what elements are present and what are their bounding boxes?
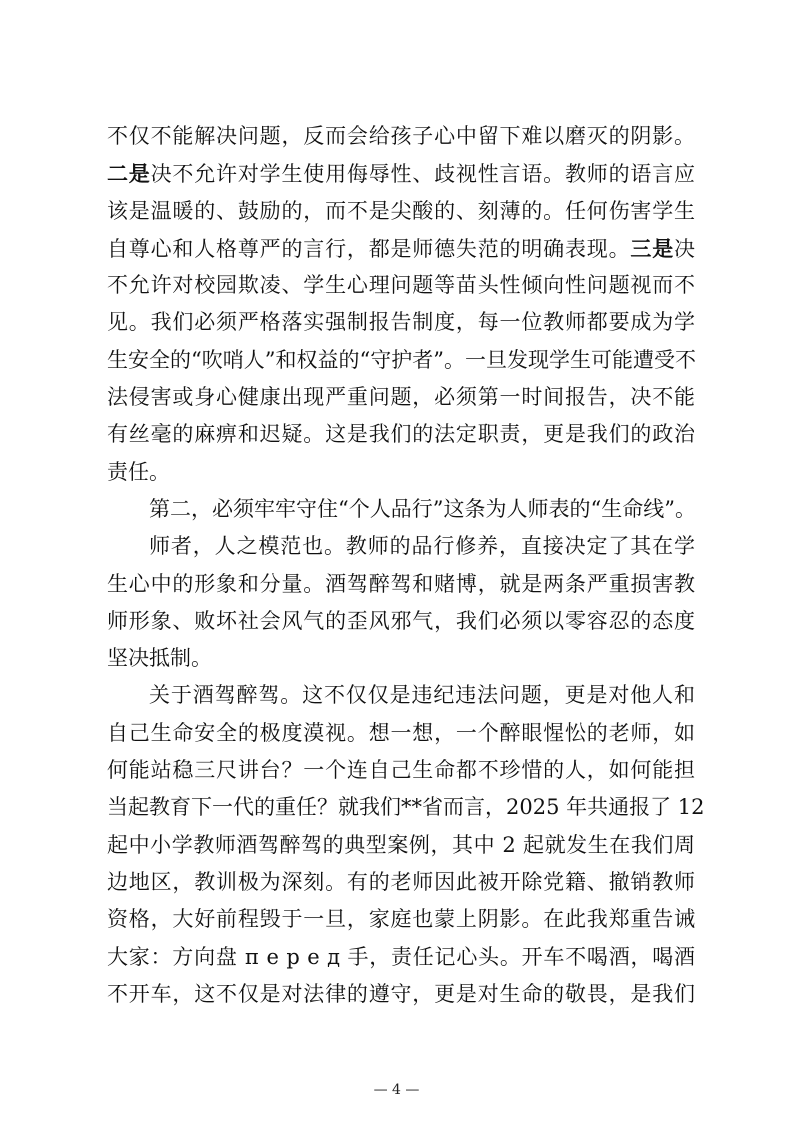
emphasis-label: 二是 [107, 161, 151, 187]
line-text: 决不允许对学生使用侮辱性、歧视性言语。教师的语言应 [150, 162, 696, 187]
line-text: 当起教育下一代的重任？就我们**省而言，2025 年共通报了 12 [107, 795, 705, 820]
paragraph-line [107, 379, 695, 416]
line-text: 关于酒驾醉驾。这不仅仅是违纪违法问题，更是对他人和 [149, 683, 695, 708]
paragraph-line [107, 752, 695, 789]
line-text: 资格，大好前程毁于一旦，家庭也蒙上阴影。在此我郑重告诫 [107, 907, 695, 932]
line-text: 不仅不能解决问题，反而会给孩子心中留下难以磨灭的阴影。 [107, 124, 695, 148]
paragraph-line [107, 155, 695, 192]
page-number: — 4 — [373, 1082, 420, 1098]
paragraph-line [107, 454, 695, 491]
paragraph-line [107, 939, 695, 976]
paragraph-line [107, 976, 695, 1013]
paragraph-line [107, 715, 695, 752]
line-text: 不允许对校园欺凌、学生心理问题等苗头性倾向性问题视而不 [107, 273, 695, 298]
line-text: 责任。 [107, 459, 170, 484]
paragraph-line [107, 603, 695, 640]
paragraph-line [107, 677, 695, 714]
paragraph-line [107, 193, 695, 230]
line-text: 见。我们必须严格落实强制报告制度，每一位教师都要成为学 [107, 310, 695, 335]
line-text: 自己生命安全的极度漠视。想一想，一个醉眼惺忪的老师，如 [107, 720, 695, 745]
line-text: 有丝毫的麻痹和迟疑。这是我们的法定职责，更是我们的政治 [107, 422, 695, 447]
paragraph-line [107, 267, 695, 304]
paragraph-line [107, 118, 695, 155]
line-text: 该是温暖的、鼓励的，而不是尖酸的、刻薄的。任何伤害学生 [107, 198, 695, 223]
paragraph-line [107, 827, 695, 864]
line-text: 不开车，这不仅是对法律的遵守，更是对生命的敬畏，是我们 [107, 981, 695, 1006]
line-text: 师者，人之模范也。教师的品行修养，直接决定了其在学 [149, 534, 695, 559]
section-heading-line [107, 491, 695, 528]
paragraph-line [107, 230, 695, 267]
body-text [107, 118, 705, 1013]
paragraph-line [107, 528, 695, 565]
line-text: 师形象、败坏社会风气的歪风邪气，我们必须以零容忍的态度 [107, 608, 695, 633]
paragraph-line [107, 416, 695, 453]
line-text: 起中小学教师酒驾醉驾的典型案例，其中 2 起就发生在我们周 [107, 832, 695, 857]
paragraph-line [107, 640, 695, 677]
paragraph-line [107, 901, 695, 938]
line-text: 自尊心和人格尊严的言行，都是师德失范的明确表现。 [107, 236, 631, 261]
line-text: 大家：方向盘 п е р е д 手，责任记心头。开车不喝酒，喝酒 [107, 944, 695, 969]
paragraph-line [107, 566, 695, 603]
line-text: 生安全的“吹哨人”和权益的“守护者”。一旦发现学生可能遭受不 [107, 347, 696, 372]
line-text: 生心中的形象和分量。酒驾醉驾和赌博，就是两条严重损害教 [107, 571, 695, 596]
emphasis-label: 三是 [630, 235, 675, 261]
line-text: 法侵害或身心健康出现严重问题，必须第一时间报告，决不能 [107, 385, 695, 410]
section-heading: 第二，必须牢牢守住“个人品行”这条为人师表的“生命线”。 [149, 496, 696, 521]
paragraph-line [107, 864, 695, 901]
line-text: 边地区，教训极为深刻。有的老师因此被开除党籍、撤销教师 [107, 869, 695, 894]
paragraph-line [107, 304, 695, 341]
line-text: 决 [674, 236, 696, 261]
paragraph-line [107, 789, 705, 826]
line-text: 何能站稳三尺讲台？一个连自己生命都不珍惜的人，如何能担 [107, 758, 695, 783]
line-text: 坚决抵制。 [107, 646, 212, 671]
paragraph-line [107, 342, 695, 379]
